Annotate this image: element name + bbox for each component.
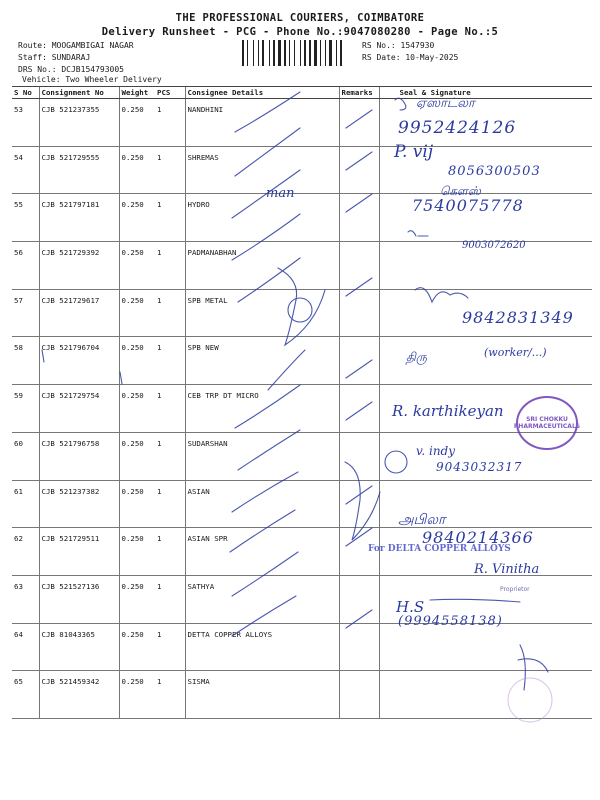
- barcode-bar: [258, 40, 259, 66]
- barcode-bar: [253, 40, 254, 66]
- phone-55: 7540075778: [412, 196, 524, 215]
- consignee-cell: SPB METAL: [185, 289, 339, 337]
- barcode-bar: [278, 40, 281, 66]
- consignment-cell: CJB 521729392: [39, 242, 119, 290]
- phone-65: (9994558138): [398, 614, 503, 629]
- consignee-cell: DETTA COPPER ALLOYS: [185, 623, 339, 671]
- barcode-bar: [336, 40, 337, 66]
- rs-date-value: 10-May-2025: [405, 53, 459, 62]
- sno-cell: 59: [12, 385, 39, 433]
- barcode-bar: [282, 40, 283, 66]
- phone-63: 9840214366: [422, 528, 534, 547]
- weight-cell: 0.250: [119, 99, 155, 147]
- handwriting-63: அபிலா: [398, 512, 446, 528]
- phone-58: 9842831349: [462, 308, 574, 327]
- staff-value: SUNDARAJ: [51, 53, 91, 62]
- barcode-bar: [296, 40, 299, 66]
- consignee-cell: SUDARSHAN: [185, 432, 339, 480]
- signature-62: v. indy: [416, 444, 456, 458]
- pcs-cell: 1: [155, 289, 185, 337]
- rs-no-line: [362, 40, 434, 52]
- remarks-cell: [339, 385, 379, 433]
- document-subtitle: Delivery Runsheet - PCG - Phone No.:9047080280 - Page No.:5: [101, 26, 499, 38]
- sno-cell: 55: [12, 194, 39, 242]
- barcode-bar: [262, 40, 264, 66]
- barcode-bar: [343, 40, 344, 66]
- barcode-bar: [304, 40, 306, 66]
- table-header-row: [12, 87, 592, 99]
- table-row: [12, 671, 592, 719]
- barcode-bar: [322, 40, 324, 66]
- barcode-bar: [314, 40, 317, 66]
- rs-no-value: 1547930: [400, 41, 435, 50]
- barcode-bar: [291, 40, 293, 66]
- barcode-bar: [269, 40, 270, 66]
- remarks-cell: [339, 337, 379, 385]
- barcode-bar: [260, 40, 261, 66]
- barcode-bar: [325, 40, 326, 66]
- col-pcs-header: PCS: [155, 87, 185, 99]
- pcs-cell: 1: [155, 575, 185, 623]
- consignment-cell: CJB 521796704: [39, 337, 119, 385]
- table-row: [12, 575, 592, 623]
- consignment-cell: CJB 521729511: [39, 528, 119, 576]
- barcode-bar: [255, 40, 257, 66]
- weight-cell: 0.250: [119, 623, 155, 671]
- document-title: THE PROFESSIONAL COURIERS, COIMBATORE: [175, 12, 425, 24]
- rubber-stamp: [513, 396, 581, 450]
- col-signature-header: Seal & Signature: [379, 87, 592, 99]
- pcs-cell: 1: [155, 146, 185, 194]
- remarks-cell: [339, 99, 379, 147]
- sno-cell: 53: [12, 99, 39, 147]
- remarks-cell: [339, 480, 379, 528]
- sno-cell: 58: [12, 337, 39, 385]
- consignee-cell: NANDHINI: [185, 99, 339, 147]
- remarks-cell: [339, 623, 379, 671]
- weight-cell: 0.250: [119, 575, 155, 623]
- sno-cell: 61: [12, 480, 39, 528]
- weight-cell: 0.250: [119, 385, 155, 433]
- weight-cell: 0.250: [119, 242, 155, 290]
- barcode-bar: [300, 40, 301, 66]
- barcode: [242, 40, 346, 66]
- phone-56: 9003072620: [462, 240, 526, 251]
- consignee-cell: SATHYA: [185, 575, 339, 623]
- barcode-bar: [320, 40, 321, 66]
- barcode-bar: [265, 40, 268, 66]
- sno-cell: 60: [12, 432, 39, 480]
- runsheet-table: [12, 86, 592, 719]
- pcs-cell: 1: [155, 671, 185, 719]
- phone-53: 9952424126: [398, 118, 517, 138]
- table-row: [12, 337, 592, 385]
- consignment-cell: CJB 521237355: [39, 99, 119, 147]
- rs-date-line: [362, 52, 458, 64]
- consignment-cell: CJB 81043365: [39, 623, 119, 671]
- handwriting-tamil-53: ஏஸாட்லா: [416, 96, 475, 111]
- consignee-cell: SPB NEW: [185, 337, 339, 385]
- vehicle-label: Vehicle:: [22, 75, 61, 84]
- signature-54: P. vij: [394, 142, 434, 162]
- pcs-cell: 1: [155, 528, 185, 576]
- col-consignee-header: Consignee Details: [185, 87, 339, 99]
- route-value: MOOGAMBIGAI NAGAR: [51, 41, 134, 50]
- sno-cell: 65: [12, 671, 39, 719]
- barcode-bar: [333, 40, 335, 66]
- weight-cell: 0.250: [119, 432, 155, 480]
- signature-65: H.S: [396, 598, 425, 616]
- barcode-bar: [276, 40, 277, 66]
- pcs-cell: 1: [155, 432, 185, 480]
- barcode-bar: [327, 40, 328, 66]
- sno-cell: 56: [12, 242, 39, 290]
- col-weight-header: Weight: [119, 87, 155, 99]
- vehicle-line: [22, 74, 162, 86]
- col-sno-header: S No: [12, 87, 39, 99]
- consignee-cell: SHREMAS: [185, 146, 339, 194]
- barcode-bar: [247, 40, 248, 66]
- barcode-bar: [271, 40, 272, 66]
- pcs-cell: 1: [155, 194, 185, 242]
- pcs-cell: 1: [155, 242, 185, 290]
- consignee-cell: PADMANABHAN: [185, 242, 339, 290]
- vehicle-value: Two Wheeler Delivery: [65, 75, 162, 84]
- pcs-cell: 1: [155, 337, 185, 385]
- stamp-text: SRI CHOKKU PHARMACEUTICALS: [513, 416, 581, 430]
- weight-cell: 0.250: [119, 194, 155, 242]
- barcode-bar: [245, 40, 246, 66]
- consignment-cell: CJB 521796758: [39, 432, 119, 480]
- staff-label: Staff:: [18, 53, 47, 62]
- pcs-cell: 1: [155, 99, 185, 147]
- table-row: [12, 480, 592, 528]
- pcs-cell: 1: [155, 480, 185, 528]
- barcode-bar: [249, 40, 252, 66]
- note-59: (worker/...): [484, 346, 547, 359]
- consignee-cell: CEB TRP DT MICRO: [185, 385, 339, 433]
- col-consignment-header: Consignment No: [39, 87, 119, 99]
- sno-cell: 63: [12, 575, 39, 623]
- barcode-bar: [242, 40, 244, 66]
- barcode-bar: [302, 40, 303, 66]
- barcode-bar: [287, 40, 288, 66]
- weight-cell: 0.250: [119, 289, 155, 337]
- barcode-bar: [312, 40, 313, 66]
- remarks-cell: [339, 575, 379, 623]
- staff-line: [18, 52, 90, 64]
- drs-value: DCJB154793005: [61, 65, 124, 74]
- remarks-cell: [339, 671, 379, 719]
- route-line: [18, 40, 134, 52]
- weight-cell: 0.250: [119, 480, 155, 528]
- route-label: Route:: [18, 41, 47, 50]
- col-remarks-header: Remarks: [339, 87, 379, 99]
- sno-cell: 54: [12, 146, 39, 194]
- signature-60: R. karthikeyan: [392, 402, 504, 420]
- sno-cell: 64: [12, 623, 39, 671]
- consignee-cell: HYDRO: [185, 194, 339, 242]
- barcode-bar: [340, 40, 342, 66]
- consignment-cell: CJB 521237382: [39, 480, 119, 528]
- consignment-cell: CJB 521729555: [39, 146, 119, 194]
- consignment-cell: CJB 521527136: [39, 575, 119, 623]
- remarks-cell: [339, 242, 379, 290]
- consignee-cell: ASIAN: [185, 480, 339, 528]
- pcs-cell: 1: [155, 623, 185, 671]
- remarks-cell: [339, 289, 379, 337]
- weight-cell: 0.250: [119, 528, 155, 576]
- remarks-cell: [339, 194, 379, 242]
- sno-cell: 62: [12, 528, 39, 576]
- pcs-cell: 1: [155, 385, 185, 433]
- rs-date-label: RS Date:: [362, 53, 401, 62]
- barcode-bar: [338, 40, 339, 66]
- handwriting-tamil-59: திரு: [406, 350, 427, 364]
- consignment-cell: CJB 521729617: [39, 289, 119, 337]
- signature-64: R. Vinitha: [474, 562, 540, 577]
- consignment-cell: CJB 521459342: [39, 671, 119, 719]
- weight-cell: 0.250: [119, 671, 155, 719]
- sno-cell: 57: [12, 289, 39, 337]
- proprietor-label: Proprietor: [500, 586, 530, 593]
- remarks-cell: [339, 432, 379, 480]
- table-row: [12, 385, 592, 433]
- phone-54: 8056300503: [448, 164, 541, 179]
- barcode-bar: [273, 40, 275, 66]
- consignee-cell: ASIAN SPR: [185, 528, 339, 576]
- handwriting-tamil-55: கௌஸ்: [440, 184, 481, 198]
- table-row: [12, 623, 592, 671]
- note-55: man: [266, 186, 295, 201]
- weight-cell: 0.250: [119, 337, 155, 385]
- table-body: [12, 99, 592, 719]
- consignee-cell: SISMA: [185, 671, 339, 719]
- barcode-bar: [284, 40, 286, 66]
- company-seal-text: For DELTA COPPER ALLOYS: [368, 544, 511, 554]
- rs-no-label: RS No.:: [362, 41, 396, 50]
- phone-62: 9043032317: [436, 460, 523, 474]
- barcode-bar: [307, 40, 308, 66]
- consignment-cell: CJB 521729754: [39, 385, 119, 433]
- weight-cell: 0.250: [119, 146, 155, 194]
- consignment-cell: CJB 521797181: [39, 194, 119, 242]
- barcode-bar: [329, 40, 332, 66]
- remarks-cell: [339, 146, 379, 194]
- barcode-bar: [289, 40, 290, 66]
- drs-label: DRS No.:: [18, 65, 57, 74]
- barcode-bar: [318, 40, 319, 66]
- signature-cell: [379, 671, 592, 719]
- signature-cell: [379, 623, 592, 671]
- barcode-bar: [309, 40, 311, 66]
- barcode-bar: [294, 40, 295, 66]
